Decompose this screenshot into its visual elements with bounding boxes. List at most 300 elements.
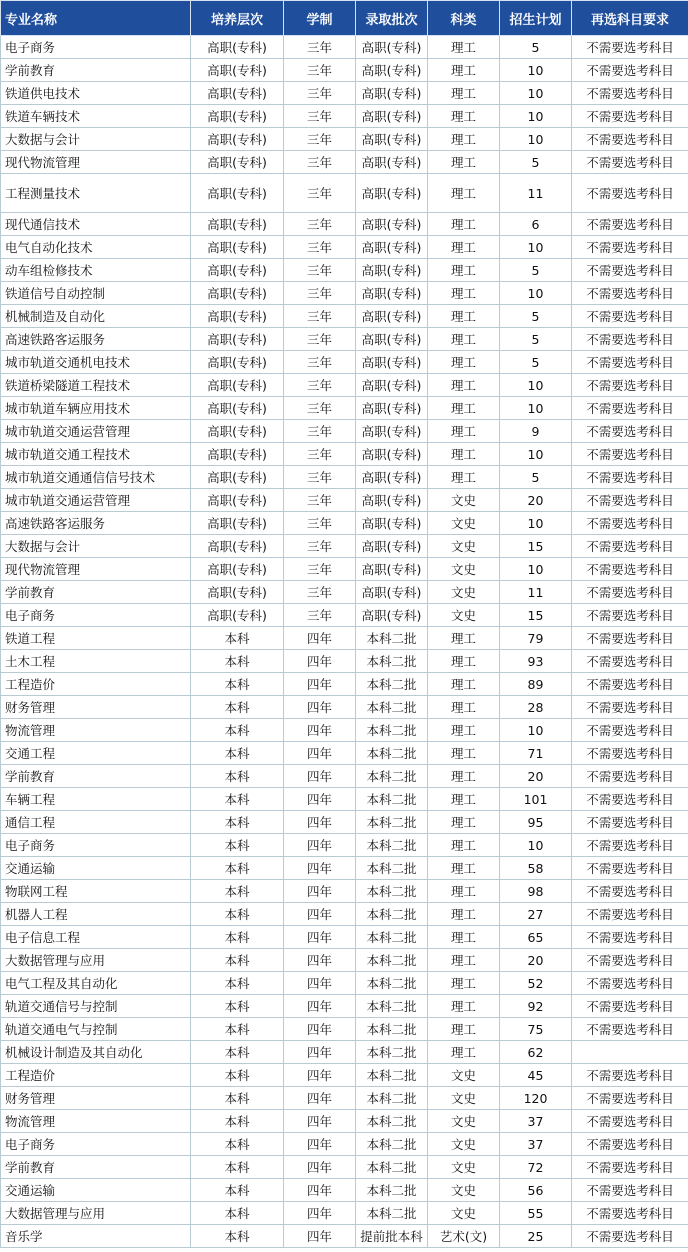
cell-subject-category: 理工 [428,328,500,351]
cell-admission-batch: 本科二批 [356,1179,428,1202]
table-row [1,512,688,535]
cell-duration: 三年 [284,259,356,282]
cell-subject-requirement: 不需要选考科目 [572,512,688,535]
cell-duration: 四年 [284,696,356,719]
cell-admission-batch: 本科二批 [356,788,428,811]
cell-enrollment-quota: 37 [500,1133,572,1156]
cell-enrollment-quota: 15 [500,604,572,627]
cell-enrollment-quota: 27 [500,903,572,926]
cell-education-level: 本科 [191,834,284,857]
cell-admission-batch: 本科二批 [356,1041,428,1064]
cell-enrollment-quota: 10 [500,236,572,259]
cell-major-name: 交通运输 [1,1179,191,1202]
cell-enrollment-quota: 10 [500,558,572,581]
cell-subject-requirement: 不需要选考科目 [572,742,688,765]
table-row [1,650,688,673]
cell-major-name: 土木工程 [1,650,191,673]
table-row [1,466,688,489]
cell-duration: 四年 [284,1202,356,1225]
cell-major-name: 财务管理 [1,696,191,719]
cell-subject-category: 理工 [428,305,500,328]
table-row [1,443,688,466]
cell-admission-batch: 高职(专科) [356,604,428,627]
cell-admission-batch: 高职(专科) [356,512,428,535]
cell-major-name: 大数据管理与应用 [1,1202,191,1225]
cell-subject-category: 理工 [428,926,500,949]
cell-admission-batch: 高职(专科) [356,128,428,151]
cell-subject-category: 理工 [428,650,500,673]
cell-subject-requirement: 不需要选考科目 [572,1110,688,1133]
cell-education-level: 高职(专科) [191,374,284,397]
cell-enrollment-quota: 20 [500,765,572,788]
cell-duration: 三年 [284,282,356,305]
cell-admission-batch: 本科二批 [356,926,428,949]
cell-duration: 三年 [284,535,356,558]
cell-major-name: 工程测量技术 [1,174,191,213]
cell-education-level: 高职(专科) [191,259,284,282]
table-row [1,857,688,880]
cell-subject-category: 理工 [428,36,500,59]
cell-enrollment-quota: 79 [500,627,572,650]
cell-admission-batch: 本科二批 [356,811,428,834]
table-row [1,1202,688,1225]
cell-subject-category: 理工 [428,213,500,236]
cell-major-name: 城市轨道交通机电技术 [1,351,191,374]
cell-subject-category: 理工 [428,151,500,174]
cell-admission-batch: 本科二批 [356,1064,428,1087]
table-row [1,972,688,995]
cell-subject-requirement: 不需要选考科目 [572,443,688,466]
cell-subject-requirement: 不需要选考科目 [572,351,688,374]
cell-admission-batch: 提前批本科 [356,1225,428,1248]
cell-admission-batch: 本科二批 [356,719,428,742]
cell-subject-category: 理工 [428,903,500,926]
cell-education-level: 高职(专科) [191,558,284,581]
table-row [1,128,688,151]
table-row [1,558,688,581]
cell-enrollment-quota: 5 [500,259,572,282]
cell-education-level: 高职(专科) [191,397,284,420]
cell-education-level: 高职(专科) [191,59,284,82]
cell-admission-batch: 本科二批 [356,1110,428,1133]
cell-major-name: 车辆工程 [1,788,191,811]
cell-duration: 三年 [284,351,356,374]
cell-education-level: 高职(专科) [191,105,284,128]
cell-major-name: 城市轨道交通运营管理 [1,420,191,443]
cell-enrollment-quota: 37 [500,1110,572,1133]
cell-subject-category: 文史 [428,1202,500,1225]
table-row [1,880,688,903]
cell-education-level: 本科 [191,857,284,880]
cell-subject-category: 理工 [428,880,500,903]
cell-enrollment-quota: 72 [500,1156,572,1179]
cell-education-level: 本科 [191,650,284,673]
cell-major-name: 现代通信技术 [1,213,191,236]
cell-major-name: 轨道交通信号与控制 [1,995,191,1018]
cell-education-level: 高职(专科) [191,581,284,604]
table-row [1,811,688,834]
cell-enrollment-quota: 5 [500,328,572,351]
cell-duration: 三年 [284,397,356,420]
cell-education-level: 本科 [191,1179,284,1202]
table-row [1,926,688,949]
cell-subject-requirement: 不需要选考科目 [572,1133,688,1156]
cell-duration: 三年 [284,36,356,59]
cell-major-name: 大数据管理与应用 [1,949,191,972]
table-row [1,1018,688,1041]
cell-admission-batch: 本科二批 [356,1133,428,1156]
cell-enrollment-quota: 101 [500,788,572,811]
cell-admission-batch: 高职(专科) [356,105,428,128]
header-enrollment-quota: 招生计划 [500,1,572,36]
cell-subject-category: 理工 [428,259,500,282]
cell-admission-batch: 高职(专科) [356,213,428,236]
cell-duration: 四年 [284,972,356,995]
cell-education-level: 高职(专科) [191,236,284,259]
table-row [1,788,688,811]
cell-major-name: 学前教育 [1,59,191,82]
cell-enrollment-quota: 20 [500,949,572,972]
cell-subject-category: 文史 [428,512,500,535]
cell-admission-batch: 本科二批 [356,1087,428,1110]
header-education-level: 培养层次 [191,1,284,36]
cell-education-level: 本科 [191,880,284,903]
cell-duration: 三年 [284,558,356,581]
cell-subject-requirement: 不需要选考科目 [572,282,688,305]
cell-major-name: 轨道交通电气与控制 [1,1018,191,1041]
cell-major-name: 交通工程 [1,742,191,765]
cell-admission-batch: 本科二批 [356,880,428,903]
cell-education-level: 本科 [191,1018,284,1041]
cell-major-name: 高速铁路客运服务 [1,512,191,535]
table-row [1,282,688,305]
cell-education-level: 本科 [191,1133,284,1156]
cell-subject-requirement: 不需要选考科目 [572,328,688,351]
cell-enrollment-quota: 10 [500,82,572,105]
table-row [1,1156,688,1179]
cell-duration: 三年 [284,604,356,627]
cell-enrollment-quota: 10 [500,834,572,857]
cell-subject-requirement: 不需要选考科目 [572,903,688,926]
table-row [1,420,688,443]
cell-admission-batch: 高职(专科) [356,305,428,328]
cell-duration: 三年 [284,420,356,443]
table-row [1,696,688,719]
cell-admission-batch: 高职(专科) [356,351,428,374]
cell-major-name: 电气自动化技术 [1,236,191,259]
cell-duration: 三年 [284,374,356,397]
cell-education-level: 本科 [191,696,284,719]
cell-subject-requirement: 不需要选考科目 [572,236,688,259]
cell-major-name: 铁道桥梁隧道工程技术 [1,374,191,397]
cell-duration: 四年 [284,995,356,1018]
cell-subject-requirement: 不需要选考科目 [572,857,688,880]
cell-enrollment-quota: 95 [500,811,572,834]
cell-education-level: 高职(专科) [191,328,284,351]
table-body [1,36,688,1248]
cell-enrollment-quota: 10 [500,512,572,535]
table-row [1,151,688,174]
cell-major-name: 音乐学 [1,1225,191,1248]
cell-education-level: 高职(专科) [191,128,284,151]
cell-admission-batch: 高职(专科) [356,374,428,397]
cell-education-level: 高职(专科) [191,466,284,489]
cell-duration: 四年 [284,742,356,765]
cell-admission-batch: 本科二批 [356,673,428,696]
cell-major-name: 城市轨道交通工程技术 [1,443,191,466]
cell-admission-batch: 高职(专科) [356,174,428,213]
cell-enrollment-quota: 6 [500,213,572,236]
cell-subject-requirement: 不需要选考科目 [572,788,688,811]
cell-duration: 三年 [284,128,356,151]
table-row [1,1110,688,1133]
cell-enrollment-quota: 75 [500,1018,572,1041]
cell-major-name: 现代物流管理 [1,151,191,174]
cell-subject-requirement: 不需要选考科目 [572,1179,688,1202]
cell-duration: 三年 [284,213,356,236]
cell-admission-batch: 本科二批 [356,949,428,972]
cell-subject-requirement: 不需要选考科目 [572,36,688,59]
cell-subject-requirement: 不需要选考科目 [572,1156,688,1179]
cell-subject-requirement: 不需要选考科目 [572,811,688,834]
cell-education-level: 高职(专科) [191,443,284,466]
cell-subject-category: 理工 [428,765,500,788]
cell-major-name: 城市轨道车辆应用技术 [1,397,191,420]
cell-subject-requirement: 不需要选考科目 [572,972,688,995]
cell-duration: 四年 [284,673,356,696]
cell-subject-category: 理工 [428,466,500,489]
cell-education-level: 本科 [191,949,284,972]
cell-enrollment-quota: 120 [500,1087,572,1110]
cell-subject-requirement: 不需要选考科目 [572,151,688,174]
table-row [1,995,688,1018]
cell-subject-requirement: 不需要选考科目 [572,420,688,443]
cell-education-level: 高职(专科) [191,151,284,174]
cell-education-level: 本科 [191,742,284,765]
cell-duration: 三年 [284,489,356,512]
table-row [1,1133,688,1156]
cell-education-level: 高职(专科) [191,305,284,328]
cell-subject-category: 理工 [428,627,500,650]
cell-major-name: 物流管理 [1,719,191,742]
cell-enrollment-quota: 98 [500,880,572,903]
cell-subject-requirement: 不需要选考科目 [572,627,688,650]
cell-subject-category: 理工 [428,236,500,259]
cell-major-name: 高速铁路客运服务 [1,328,191,351]
cell-major-name: 机械设计制造及其自动化 [1,1041,191,1064]
cell-subject-category: 文史 [428,1087,500,1110]
cell-subject-requirement: 不需要选考科目 [572,374,688,397]
cell-duration: 四年 [284,1110,356,1133]
cell-duration: 四年 [284,1133,356,1156]
table-row [1,305,688,328]
cell-duration: 四年 [284,1041,356,1064]
table-row [1,765,688,788]
cell-duration: 三年 [284,174,356,213]
table-row [1,834,688,857]
cell-subject-category: 理工 [428,128,500,151]
cell-education-level: 本科 [191,719,284,742]
cell-enrollment-quota: 55 [500,1202,572,1225]
table-row [1,719,688,742]
cell-subject-requirement: 不需要选考科目 [572,259,688,282]
cell-subject-category: 文史 [428,1179,500,1202]
cell-duration: 三年 [284,443,356,466]
cell-duration: 三年 [284,151,356,174]
cell-education-level: 高职(专科) [191,512,284,535]
cell-subject-category: 理工 [428,82,500,105]
cell-education-level: 高职(专科) [191,420,284,443]
cell-major-name: 电子商务 [1,1133,191,1156]
cell-education-level: 高职(专科) [191,604,284,627]
cell-major-name: 大数据与会计 [1,128,191,151]
cell-duration: 三年 [284,236,356,259]
cell-duration: 四年 [284,650,356,673]
cell-admission-batch: 高职(专科) [356,581,428,604]
cell-subject-requirement: 不需要选考科目 [572,926,688,949]
cell-duration: 三年 [284,328,356,351]
cell-education-level: 本科 [191,1202,284,1225]
header-admission-batch: 录取批次 [356,1,428,36]
cell-subject-category: 理工 [428,374,500,397]
cell-enrollment-quota: 25 [500,1225,572,1248]
cell-education-level: 本科 [191,1156,284,1179]
cell-subject-category: 理工 [428,1018,500,1041]
table-row [1,1179,688,1202]
cell-subject-category: 理工 [428,174,500,213]
table-row [1,374,688,397]
cell-education-level: 本科 [191,1041,284,1064]
cell-admission-batch: 高职(专科) [356,82,428,105]
cell-subject-requirement: 不需要选考科目 [572,949,688,972]
cell-subject-category: 理工 [428,811,500,834]
cell-education-level: 高职(专科) [191,489,284,512]
cell-duration: 四年 [284,857,356,880]
cell-admission-batch: 高职(专科) [356,420,428,443]
cell-subject-requirement: 不需要选考科目 [572,1225,688,1248]
cell-education-level: 本科 [191,995,284,1018]
cell-subject-category: 理工 [428,420,500,443]
cell-subject-requirement: 不需要选考科目 [572,558,688,581]
cell-subject-category: 理工 [428,995,500,1018]
cell-subject-category: 文史 [428,1156,500,1179]
cell-duration: 四年 [284,627,356,650]
table-row [1,949,688,972]
cell-enrollment-quota: 45 [500,1064,572,1087]
cell-enrollment-quota: 20 [500,489,572,512]
cell-duration: 四年 [284,834,356,857]
cell-enrollment-quota: 56 [500,1179,572,1202]
cell-major-name: 机器人工程 [1,903,191,926]
cell-subject-category: 文史 [428,1110,500,1133]
cell-admission-batch: 本科二批 [356,650,428,673]
cell-major-name: 电子信息工程 [1,926,191,949]
cell-duration: 三年 [284,512,356,535]
cell-subject-category: 理工 [428,351,500,374]
cell-subject-category: 文史 [428,1064,500,1087]
cell-subject-category: 理工 [428,719,500,742]
cell-subject-requirement [572,1041,688,1064]
cell-duration: 四年 [284,926,356,949]
cell-subject-requirement: 不需要选考科目 [572,489,688,512]
cell-admission-batch: 高职(专科) [356,466,428,489]
cell-enrollment-quota: 5 [500,351,572,374]
cell-major-name: 通信工程 [1,811,191,834]
cell-education-level: 本科 [191,1110,284,1133]
cell-duration: 四年 [284,1179,356,1202]
table-row [1,174,688,213]
cell-education-level: 本科 [191,765,284,788]
cell-admission-batch: 高职(专科) [356,236,428,259]
cell-admission-batch: 高职(专科) [356,36,428,59]
cell-admission-batch: 本科二批 [356,742,428,765]
cell-admission-batch: 高职(专科) [356,282,428,305]
cell-enrollment-quota: 15 [500,535,572,558]
cell-major-name: 大数据与会计 [1,535,191,558]
cell-education-level: 本科 [191,673,284,696]
cell-enrollment-quota: 52 [500,972,572,995]
cell-enrollment-quota: 10 [500,59,572,82]
cell-subject-requirement: 不需要选考科目 [572,82,688,105]
cell-duration: 四年 [284,1087,356,1110]
cell-major-name: 城市轨道交通运营管理 [1,489,191,512]
cell-subject-category: 文史 [428,535,500,558]
cell-admission-batch: 本科二批 [356,972,428,995]
table-row [1,604,688,627]
cell-major-name: 工程造价 [1,1064,191,1087]
cell-education-level: 本科 [191,811,284,834]
cell-subject-requirement: 不需要选考科目 [572,1018,688,1041]
cell-subject-category: 文史 [428,489,500,512]
cell-subject-requirement: 不需要选考科目 [572,604,688,627]
cell-subject-requirement: 不需要选考科目 [572,995,688,1018]
cell-admission-batch: 高职(专科) [356,489,428,512]
cell-education-level: 高职(专科) [191,36,284,59]
table-row [1,59,688,82]
cell-duration: 三年 [284,59,356,82]
cell-major-name: 现代物流管理 [1,558,191,581]
cell-major-name: 电子商务 [1,604,191,627]
cell-education-level: 本科 [191,1064,284,1087]
cell-subject-category: 理工 [428,282,500,305]
cell-enrollment-quota: 11 [500,174,572,213]
cell-enrollment-quota: 71 [500,742,572,765]
cell-major-name: 铁道工程 [1,627,191,650]
table-row [1,581,688,604]
table-row [1,351,688,374]
table-row [1,1041,688,1064]
cell-education-level: 高职(专科) [191,82,284,105]
cell-duration: 四年 [284,1064,356,1087]
cell-subject-requirement: 不需要选考科目 [572,581,688,604]
cell-admission-batch: 高职(专科) [356,59,428,82]
cell-major-name: 铁道信号自动控制 [1,282,191,305]
cell-subject-category: 理工 [428,397,500,420]
cell-admission-batch: 本科二批 [356,1018,428,1041]
cell-admission-batch: 本科二批 [356,1156,428,1179]
header-duration: 学制 [284,1,356,36]
cell-admission-batch: 高职(专科) [356,328,428,351]
cell-admission-batch: 本科二批 [356,903,428,926]
cell-duration: 四年 [284,1018,356,1041]
cell-education-level: 本科 [191,1087,284,1110]
table-row [1,627,688,650]
cell-subject-requirement: 不需要选考科目 [572,397,688,420]
cell-duration: 三年 [284,466,356,489]
cell-admission-batch: 本科二批 [356,995,428,1018]
header-subject-requirement: 再选科目要求 [572,1,688,36]
cell-subject-category: 理工 [428,949,500,972]
